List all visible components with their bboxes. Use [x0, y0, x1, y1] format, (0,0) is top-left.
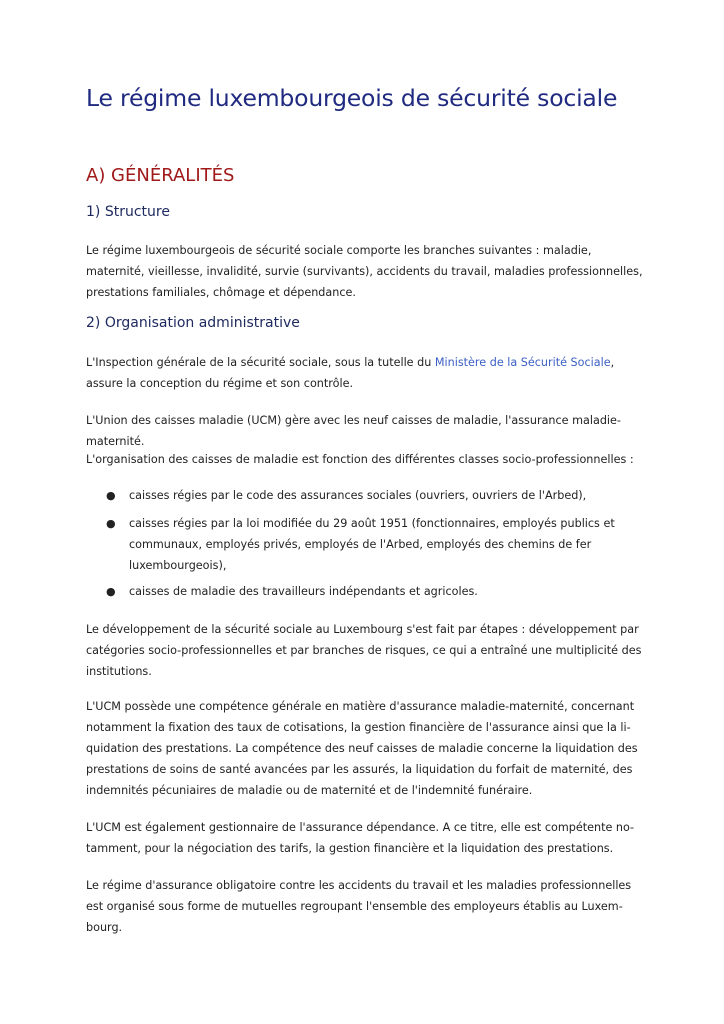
- inspection-paragraph: [86, 352, 646, 394]
- dependance-paragraph: L'UCM est également gestionnaire de l'assurance dépendance. A ce titre, elle est compétente no-tamment, pour la négociation des tarifs, la gestion financière et la liquidation des prestations.: [86, 821, 635, 855]
- developpement-paragraph: Le développement de la sécurité sociale au Luxembourg s'est fait par étapes : développement par catégories socio-professionnelles et par branches de risques, ce qui a entraîné une multiplicité des institutions.: [86, 623, 642, 678]
- list-item: caisses de maladie des travailleurs indépendants et agricoles.: [129, 585, 478, 598]
- bullet-icon: ●: [106, 489, 116, 502]
- inspection-text-start: L'Inspection générale de la sécurité sociale, sous la tutelle du: [86, 356, 435, 369]
- structure-heading: 1) Structure: [86, 204, 170, 220]
- accidents-paragraph: Le régime d'assurance obligatoire contre les accidents du travail et les maladies professionnelles est organisé sous forme de mutuelles regroupant l'ensemble des employeurs établis au Luxem-bourg.: [86, 879, 632, 934]
- organisation-heading: 2) Organisation administrative: [86, 315, 300, 331]
- competence-paragraph: L'UCM possède une compétence générale en matière d'assurance maladie-maternité, concernant notamment la fixation des taux de cotisations, la gestion financière de l'assurance ainsi que la li-quidation des prestations. La compétence des neuf caisses de maladie concerne la liquidation des prestations de soins de santé avancées par les assurés, la liquidation du forfait de maternité, des indemnités pécuniaires de maladie ou de maternité et de l'indemnité funéraire.: [86, 700, 638, 797]
- section-a-heading: A) GÉNÉRALITÉS: [86, 165, 235, 186]
- page-title: Le régime luxembourgeois de sécurité sociale: [86, 84, 618, 112]
- ministere-link[interactable]: Ministère de la Sécurité Sociale: [434, 356, 611, 369]
- bullet-icon: ●: [106, 585, 116, 598]
- organisation-paragraph: L'organisation des caisses de maladie est fonction des différentes classes socio-professionnelles :: [86, 453, 634, 466]
- inspection-text-end: , assure la conception du régime et son contrôle.: [86, 356, 615, 390]
- ucm-paragraph: L'Union des caisses maladie (UCM) gère avec les neuf caisses de maladie, l'assurance maladie-maternité.: [86, 414, 621, 448]
- list-item: caisses régies par le code des assurances sociales (ouvriers, ouvriers de l'Arbed),: [129, 489, 587, 502]
- list-item: caisses régies par la loi modifiée du 29 août 1951 (fonctionnaires, employés publics et communaux, employés privés, employés de l'Arbed, employés des chemins de fer luxembourgeois),: [129, 517, 615, 572]
- bullet-icon: ●: [106, 517, 116, 530]
- structure-paragraph: Le régime luxembourgeois de sécurité sociale comporte les branches suivantes : maladie, maternité, vieillesse, invalidité, survie (survivants), accidents du travail, maladies professionnelles, prestations familiales, chômage et dépendance.: [86, 244, 643, 299]
